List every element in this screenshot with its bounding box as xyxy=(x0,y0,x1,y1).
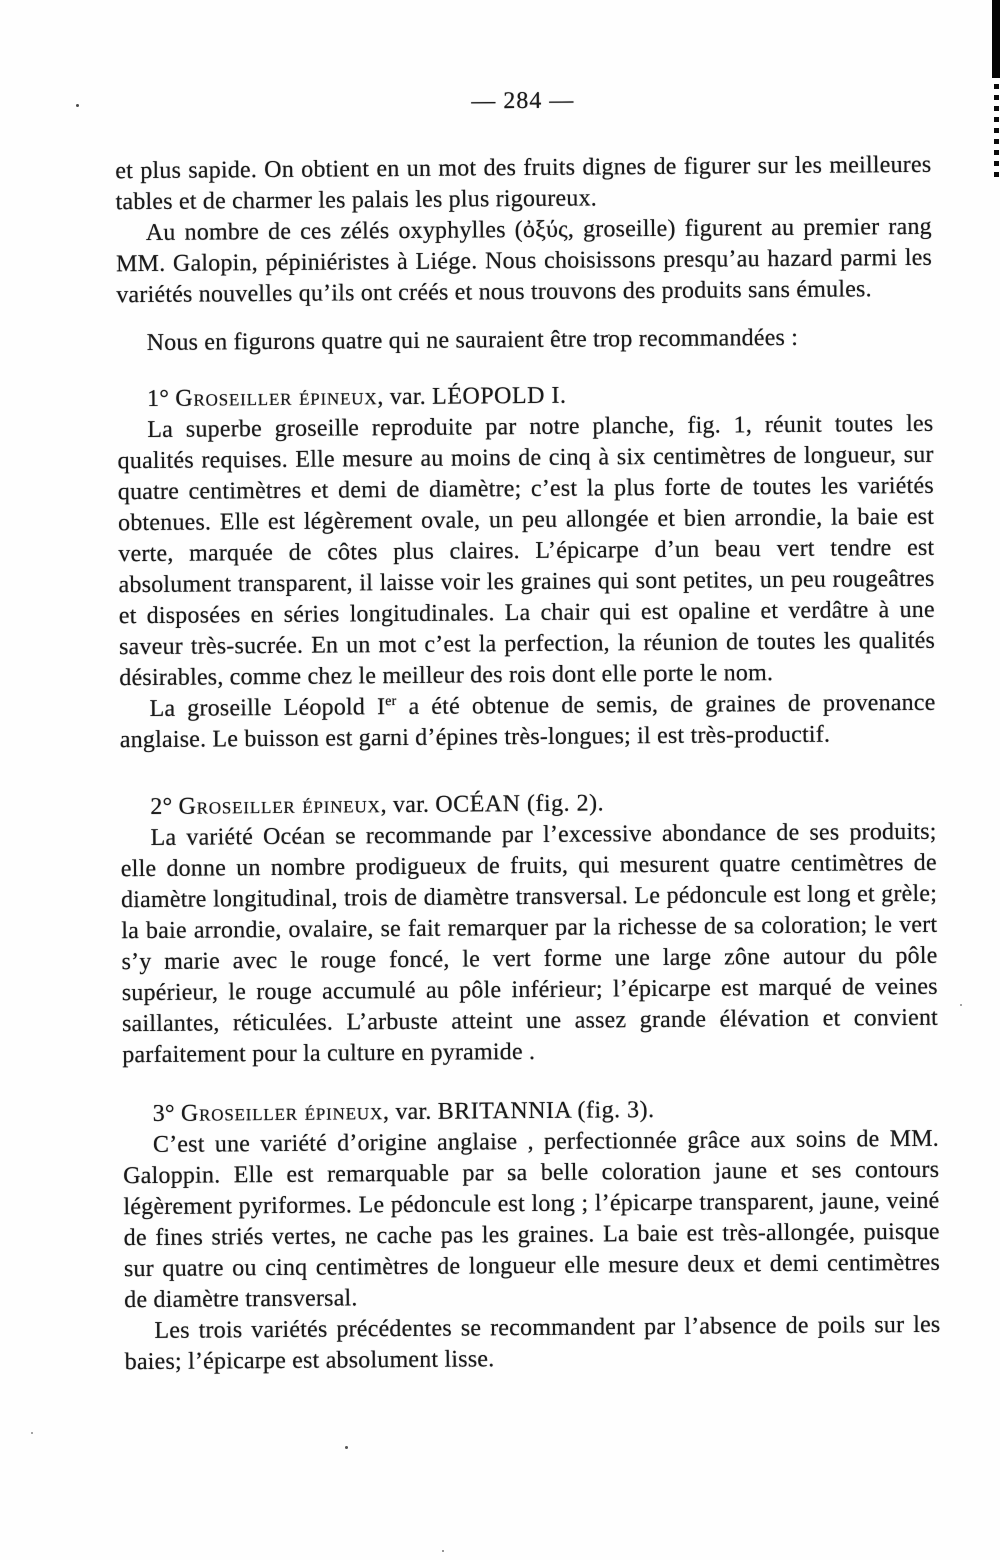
section-taxon: Groseiller épineux xyxy=(175,384,378,412)
section-var-label: , var. xyxy=(380,791,436,819)
section-variety-name: LÉOPOLD I. xyxy=(432,382,567,410)
section-var-label: , var. xyxy=(377,383,433,411)
section-variety-name: OCÉAN (fig. 2). xyxy=(435,790,605,818)
paragraph-intro-continuation: et plus sapide. On obtient en un mot des fruits dignes de figurer sur les meilleures tables et de charmer les palais les plus rigoureux. xyxy=(115,151,932,216)
scan-edge-artifact-dashed xyxy=(994,84,999,178)
paragraph-leopold-origin xyxy=(119,688,935,756)
text-before-superscript: La groseille Léopold I xyxy=(149,694,386,722)
paragraph-announcement: Nous en figurons quatre qui ne sauraient être trop recommandées : xyxy=(146,324,799,356)
page-number: — 284 — xyxy=(471,87,575,115)
scan-edge-artifact-solid xyxy=(992,0,1000,78)
scan-speck xyxy=(76,104,79,107)
section-variety-name: BRITANNIA (fig. 3). xyxy=(437,1096,655,1125)
section-taxon: Groseiller épineux xyxy=(180,1099,384,1127)
section-var-label: , var. xyxy=(382,1098,438,1126)
text-after-superscript: a été obtenue de semis, de graines de provenance anglaise. Le buisson est garni d’épines très-longues; il est très-productif. xyxy=(119,689,936,754)
section-number: 2° xyxy=(150,793,179,820)
page-text-block xyxy=(114,0,941,1378)
ordinal-superscript: er xyxy=(385,694,397,710)
section-number: 3° xyxy=(152,1100,182,1127)
scan-speck xyxy=(442,1550,444,1552)
paragraph-britannia-description: C’est une variété d’origine anglaise , perfectionnée grâce aux soins de MM. Galoppin. Elle est remarquable par sa belle coloration jaune et ses contours légèrement pyriformes. Le pédoncule est long ; l’épicarpe transparent, jaune, veiné de fines striés vertes, ne cache pas les graines. La baie est très-allongée, puisque sur quatre ou cinq centimètres de longueur elle mesure deux et demi centimètres de diamètre transversal. xyxy=(123,1125,941,1314)
paragraph-leopold-description: La superbe groseille reproduite par notre planche, fig. 1, réunit toutes les qualités requises. Elle mesure au moins de cinq à six centimètres de longueur, sur quatre centimètres et demi de diamètre; c’est la plus forte de toutes les variétés obtenues. Elle est légèrement ovale, un peu allongée et bien arrondie, la baie est verte, marquée de côtes plus claires. L’épicarpe d’un beau vert tendre est absolument transparent, il laisse voir les graines qui sont petites, un peu rougeâtres et disposées en séries longitudinales. La chair qui est opaline et verdâtre à une saveur très-sucrée. En un mot c’est la perfection, la réunion de toutes les qualités désirables, comme chez le meilleur des rois dont elle porte le nom. xyxy=(117,410,936,692)
scan-speck xyxy=(960,1004,962,1006)
paragraph-ocean-description: La variété Océan se recommande par l’excessive abondance de ses produits; elle donne un nombre prodigueux de fruits, qui mesurent quatre centimètres de diamètre longitudinal, trois de diamètre transversal. Le pédoncule est long et grèle; la baie arrondie, ovalaire, se fait remarquer par la richesse de sa coloration; le vert s’y marie avec le rouge foncé, le vert forme une large zône autour du pôle supérieur, le rouge accumulé au pôle inférieur; l’épicarpe est marqué de veines saillantes, réticulées. L’arbuste atteint une assez grande élévation et convient parfaitement pour la culture en pyramide . xyxy=(120,818,939,1069)
paragraph-closing-remark: Les trois variétés précédentes se recommandent par l’absence de poils sur les baies; l’épicarpe est absolument lisse. xyxy=(124,1311,941,1376)
scan-speck xyxy=(31,1432,33,1434)
paragraph-galopin: Au nombre de ces zélés oxyphylles (ὀξύς, groseille) figurent au premier rang MM. Galopin, pépiniéristes à Liége. Nous choisissons presqu’au hazard parmi les variétés nouvelles qu’ils ont créés et nous trouvons des produits sans émules. xyxy=(115,213,933,309)
section-taxon: Groseiller épineux xyxy=(178,792,381,820)
section-number: 1° xyxy=(147,385,176,412)
scan-speck xyxy=(345,1446,348,1449)
